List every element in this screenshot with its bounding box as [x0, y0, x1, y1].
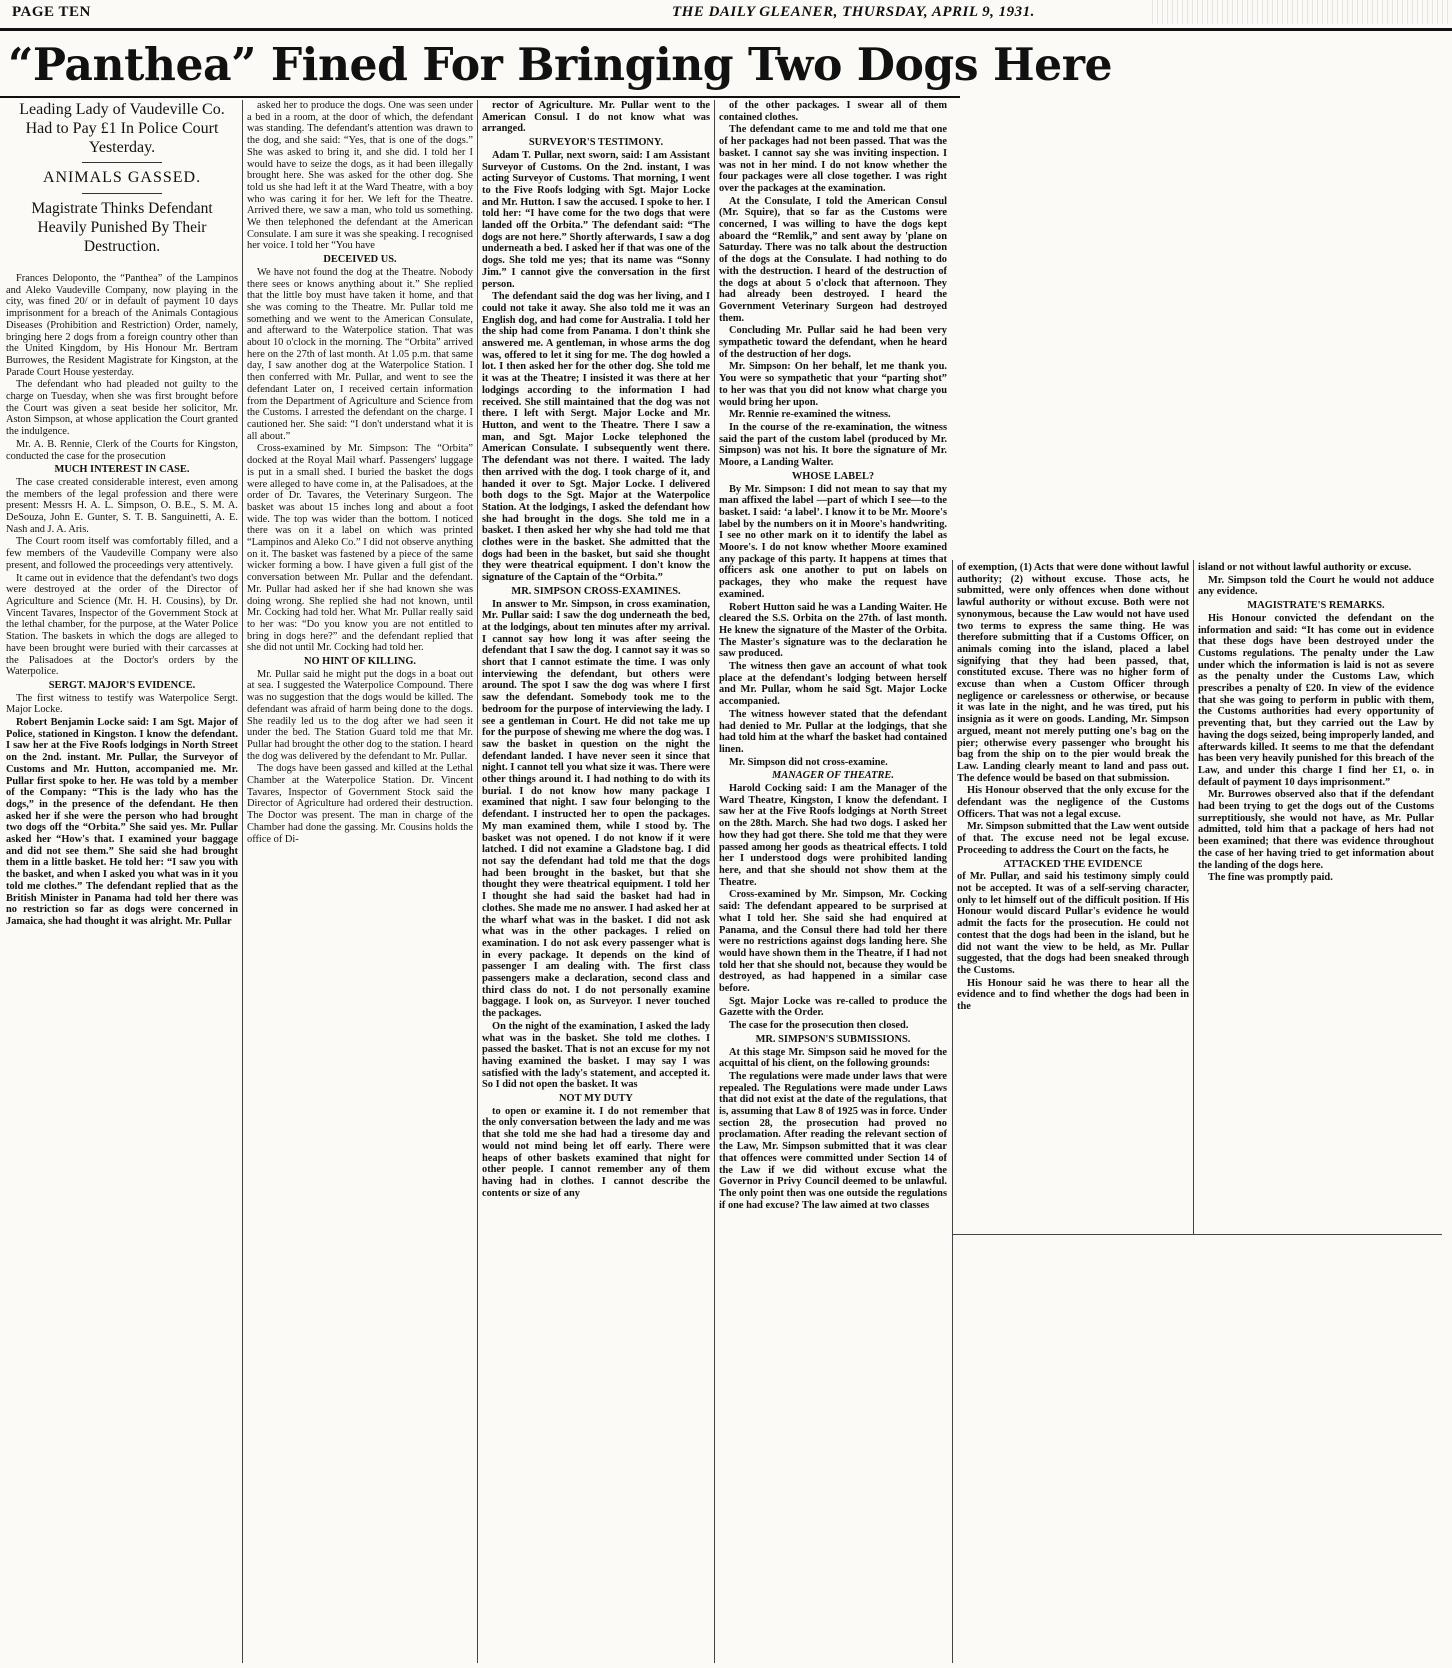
paragraph: of exemption, (1) Acts that were done without lawful authority; (2) without excuse. Those acts, he submitted, were only offences when done without lawful authority or without excuse. Both were not synonymous, because the Law would not have used two terms to express the same thing. He was therefore submitting that if a Customs Officer, on animals coming into the island, placed a label signifying that they had been passed, that, constituted excuse. There was no higher form of excuse than when a Custom Officer through negligence or carelessness or otherwise, or because it was late in the night, and he was tired, put his insignia as it were on goods. Landing, Mr. Simpson argued, meant not merely putting one's bag on the pier; otherwise every passenger who brought his bag from the ship on to the pier would break the Law. Landing clearly meant to land and pass out. The defence would be based on that submission. — [957, 562, 1189, 784]
paragraph: The dogs have been gassed and killed at the Lethal Chamber at the Waterpolice Station. Dr. Vincent Tavares, Inspector of Government Stock said the Director of Agriculture had ordered their destruction. The Doctor was present. The man in charge of the Chamber had done the gassing. Mr. Cousins holds the office of Di- — [247, 763, 473, 845]
article-end-rule — [952, 1234, 1442, 1235]
page-number: PAGE TEN — [12, 4, 91, 20]
paragraph: The case for the prosecution then closed. — [729, 1020, 909, 1032]
print-speckle — [1152, 0, 1452, 24]
subhead: WHOSE LABEL? — [791, 470, 875, 482]
deck-divider — [82, 193, 162, 194]
paragraph: His Honour observed that the only excuse for the defendant was the negligence of the Customs Officers. That was not a legal excuse. — [957, 785, 1189, 820]
paragraph: On the night of the examination, I asked the lady what was in the basket. She told me clothes. I passed the basket. That is not an excuse for my not having examined the basket. I may say I was satisfied with the lady's statement, and accepted it. So I did not open the basket. It was — [482, 1020, 710, 1091]
paragraph: The witness however stated that the defendant had denied to Mr. Pullar at the lodgings, that she had told him at the wharf the basket had contained linen. — [719, 708, 947, 755]
masthead — [0, 0, 1452, 31]
column-6 — [1198, 562, 1434, 1232]
paragraph: Robert Benjamin Locke said: I am Sgt. Major of Police, stationed in Kingston. I know the defendant. I saw her at the Five Roofs lodgings in North Street on the 2nd. instant. Mr. Pullar, the Surveyor of Customs and Mr. Hutton, accompanied me. Mr. Pullar first spoke to her. He was told by a member of the Company: “This is the lady who has the dogs,” in the presence of the defendant. He then asked her if she were the person who had brought two dogs off the “Orbita.” She said yes. Mr. Pullar asked her “How's that. I examined your baggage and did not see them.” She said she had brought them in a little basket. He told her: “I saw you with the basket, and when I asked you what was in it you told me clothes.” The defendant replied that as the British Minister in Panama had told her there was no restriction so far as dogs were concerned in Jamaica, she had thought it was alright. Mr. Pullar — [6, 717, 238, 927]
paragraph: Robert Hutton said he was a Landing Waiter. He cleared the S.S. Orbita on the 27th. of last month. He knew the signature of the Master of the Orbita. The Master's signature was to the declaration he saw produced. — [719, 601, 947, 660]
column-1 — [6, 100, 238, 1663]
paragraph: Concluding Mr. Pullar said he had been very sympathetic toward the defendant, when he heard of the destruction of her dogs. — [719, 325, 947, 360]
subhead: MAGISTRATE'S REMARKS. — [1247, 600, 1385, 612]
paragraph: of the other packages. I swear all of them contained clothes. — [719, 100, 947, 123]
paragraph: In answer to Mr. Simpson, in cross examination, Mr. Pullar said: I saw the dog underneath the bed, at the lodgings, about ten minutes after my arrival. I cannot say how long it was after seeing the defendant that I saw the dog. I cannot say it was so short that I cannot estimate the time. I was only interviewing the defendant, but others were around. The spot I saw the dog was where I first saw the defendant. Somebody took me to the bedroom for the purpose of interviewing the lady. I see a gentleman in Court. He did not take me up for the purpose of shewing me where the dog was. I saw the basket in question on the night the defendant landed. I have never seen it since that night. I cannot tell you what size it was. There were other things around it. I had nothing to do with its burial. I do not know how many package I examined that night. I saw four belonging to the defendant. I instructed her to open the packages. My man examined them, while I stood by. The basket was not opened. I do not know if it were latched. I did not examine a Gladstone bag. I did not say the defendant had told me that the dogs had been brought in the basket, but that she thought they were theatrical equipment. I told her I thought she had said the basket had had in clothes. She made me no answer. I had asked her at the wharf what was in the basket. I did not ask what was in the other packages. I relied on examination. I do not ask every passenger what is in every package. It depends on the kind of passenger I am dealing with. The first class passengers make a declaration, second class and third class do not. I do not personally examine baggage. I look on, as Surveyor. I never touched the packages. — [482, 598, 710, 1020]
paragraph: The regulations were made under laws that were repealed. The Regulations were made under Laws that did not exist at the date of the regulations, that is, assuming that Law 8 of 1925 was in force. Under section 28, the prosecution had proved no proclamation. After reading the relevant section of the Law, Mr. Simpson submitted that it was clear that offences were committed under Section 14 of the Law if we did without excuse what the Governor in Privy Council deemed to be unlawful. The only point then was one outside the regulations if one had excuse? The law aimed at two classes — [719, 1070, 947, 1211]
paragraph: The case created considerable interest, even among the members of the legal profession and there were present: Messrs H. A. L. Simpson, O. B.E., S. M. A. DeSouza, John E. Gunter, S. T. B. Sanguinetti, A. E. Nash and J. A. Aris. — [6, 476, 238, 535]
deck-animals: ANIMALS GASSED. — [42, 169, 202, 186]
column-rule — [477, 100, 478, 1663]
subhead: MANAGER OF THEATRE. — [772, 770, 894, 782]
paragraph: Mr. A. B. Rennie, Clerk of the Courts for Kingston, conducted the case for the prosecution — [6, 438, 238, 462]
subhead: MR. SIMPSON CROSS-EXAMINES. — [511, 585, 681, 597]
subhead: DECEIVED US. — [323, 254, 397, 266]
paragraph: Mr. Rennie re-examined the witness. — [729, 409, 891, 421]
paragraph: Mr. Pullar said he might put the dogs in a boat out at sea. I suggested the Waterpolice Compound. There was no suggestion that the dogs would be killed. The defendant was afraid of harm being done to the dogs. She readily led us to the dog after we had seen it under the bed. The Station Guard told me that Mr. Pullar had brought the other dog to the station. I heard the dog was delivered by the defendant to Mr. Pullar. — [247, 668, 473, 762]
paragraph: By Mr. Simpson: I did not mean to say that my man affixed the label —part of which I see—to the basket. I said: ‘a label’. I know it to be Mr. Moore's label by the numbers on it in Moore's handwriting. I see no other mark on it to identify the label as Moore's. I do not know whether Moore examined any package of this party. It happens at times that officers ask one another to put on labels on packages, they who make the request have examined. — [719, 483, 947, 600]
column-rule — [952, 560, 953, 1663]
paragraph: to open or examine it. I do not remember that the only conversation between the lady and me was that she told me she had had a tiresome day and would not mind being let off early. There were heaps of other baskets examined that night for other people. I cannot remember any of them having had in clothes. I cannot describe the contents or size of any — [482, 1105, 710, 1199]
paragraph: At the Consulate, I told the American Consul (Mr. Squire), that so far as the Customs were concerned, I was willing to have the dogs kept aboard the “Remlik,” and sent away by 'plane on Saturday. There was no talk about the destruction of the dogs at the Consulate. I had nothing to do with the destruction. I heard of the destruction of the dogs at about 5 o'clock that afternoon. They had already been destroyed. I heard the Government Veterinary Surgeon had destroyed them. — [719, 195, 947, 324]
paragraph: The defendant said the dog was her living, and I could not take it away. She also told me it was an English dog, and had come for Australia. I told her the ship had come from Panama. I don't think she answered me. A gentleman, in whose arms the dog was, offered to let it sing for me. The dog howled a lot. I then asked her for the other dog. She told me it was at the Theatre; I insisted it was there at her lodgings according to the information I had received. She still maintained that the dog was not there. I left with Sergt. Major Locke and Mr. Hutton, and went to the Theatre. There I saw a man, and Sgt. Major Locke telephoned the American Consulate. I subsequently went there. The defendant was not there. I waited. The lady then arrived with the dog. I took charge of it, and handed it over to Sgt. Major Locke. I delivered both dogs to the Sgt. Major at the Waterpolice Station. At the lodgings, I asked the defendant how she had brought in the dogs. She told me in a basket. I then asked her why she had told me that clothes were in the basket. She admitted that the dogs had been in the basket, but said she thought they were theatrical equipment. I don't know the signature of the Captain of the “Orbita.” — [482, 291, 710, 584]
paragraph: The defendant who had pleaded not guilty to the charge on Tuesday, when she was first brought before the Court was given a seat beside her solicitor, Mr. Aston Simpson, at whose application the Court granted the indulgence. — [6, 379, 238, 438]
paragraph: Frances Deloponto, the “Panthea” of the Lampinos and Aleko Vaudeville Company, now playing in the city, was fined 20/ or in default of payment 10 days imprisonment for a breach of the Animals Contagious Diseases (Prohibition and Restriction) Order, namely, bringing here 2 dogs from a foreign country other than the United Kingdom, by His Honour Mr. Bertram Burrowes, the Resident Magistrate for Kingston, at the Parade Court House yesterday. — [6, 273, 238, 378]
headline: “Panthea” Fined For Bringing Two Dogs Here — [8, 38, 1113, 91]
deck-divider — [82, 162, 162, 163]
paragraph: Mr. Burrowes observed also that if the defendant had been trying to get the dogs out of the Customs surreptitiously, she would not have, as Mr. Pullar admitted, told him that a package of hers had not been examined; that there was evidence throughout the case of her having tried to get information about the landing of the dogs here. — [1198, 789, 1434, 871]
deck-magistrate: Magistrate Thinks Defendant Heavily Punished By Their Destruction. — [31, 200, 213, 255]
paragraph: The defendant came to me and told me that one of her packages had not been passed. That was the basket. I cannot say she was inviting inspection. I was not in her mind. I do not know whether the four packages were all close together. I was right over the packages at the examination. — [719, 124, 947, 194]
paragraph: Sgt. Major Locke was re-called to produce the Gazette with the Order. — [719, 995, 947, 1019]
paragraph: rector of Agriculture. Mr. Pullar went to the American Consul. I do not know what was arranged. — [482, 100, 710, 135]
column-4 — [719, 100, 947, 1663]
subhead: SERGT. MAJOR'S EVIDENCE. — [48, 679, 196, 691]
column-rule — [1193, 560, 1194, 1234]
paragraph: of Mr. Pullar, and said his testimony simply could not be accepted. It was of a self-serving character, only to let himself out of the difficult position. If His Honour would discard Pullar's evidence he would admit the facts for the prosecution. He could not contest that the dogs had been in the island, but he did not want the view to be held, as Mr. Pullar suggested, that the dogs had been sneaked through the Customs. — [957, 871, 1189, 976]
paragraph: asked her to produce the dogs. One was seen under a bed in a room, at the door of which, the defendant was standing. The defendant's attention was drawn to the dog, and she said: “Yes, that is one of the dogs.” She was asked to bring it, and she did. I told her I would have to seize the dogs, as it had been illegally brought here. She was asked for the other dog. She told us she had left it at the Ward Theatre, with a boy who was caring it for her. We left for the Theatre. Arrived there, we saw a man, who told us something. We then telephoned the defendant at the American Consulate. I am sure it was she speaking. I recognised her voice. I told her “You have — [247, 100, 473, 252]
subhead: MUCH INTEREST IN CASE. — [54, 464, 190, 476]
paragraph: The witness then gave an account of what took place at the defendant's lodging between herself and Mr. Pullar, whom he said Sgt. Major Locke accompanied. — [719, 661, 947, 708]
column-2 — [247, 100, 473, 1663]
headline-rule — [0, 96, 960, 98]
paragraph: Adam T. Pullar, next sworn, said: I am Assistant Surveyor of Customs. On the 2nd. instant, I was acting Surveyor of Customs. That morning, I went to the Five Roofs lodging with Sgt. Major Locke and Mr. Hutton. I saw the accused. I spoke to her. I told her: “I have come for the two dogs that were landed off the Orbita.” The defendant said: “The dogs are not here.” Shortly afterwards, I saw a dog underneath a bed. I asked her if that was one of the dogs. She told me yes; that its name was “Sonny Jim.” I cannot give the conversation in the first person. — [482, 149, 710, 290]
deck-lead: Leading Lady of Vaudeville Co. Had to Pay £1 In Police Court Yesterday. — [19, 101, 225, 156]
paragraph: It came out in evidence that the defendant's two dogs were destroyed at the order of the Director of Agriculture and Science (Mr. H. H. Cousins), by Dr. Vincent Tavares, Inspector of the Government Stock at the lethal chamber, for the purpose, at the Water Police Station. The baskets in which the dogs are alleged to have been brought were buried with their carcasses at the Palisadoes at the Doctor's orders by the Waterpolice. — [6, 572, 238, 678]
paragraph: The Court room itself was comfortably filled, and a few members of the Vaudeville Company were also present, and followed the proceedings very attentively. — [6, 536, 238, 571]
subhead: NO HINT OF KILLING. — [303, 656, 416, 668]
paragraph: island or not without lawful authority or excuse. — [1198, 562, 1412, 573]
subhead: MR. SIMPSON'S SUBMISSIONS. — [755, 1033, 911, 1045]
paragraph: Mr. Simpson: On her behalf, let me thank you. You were so sympathetic that your “parting shot” to her was that you did not know what charge you would bring her upon. — [719, 361, 947, 408]
paragraph: His Honour said he was there to hear all the evidence and to find whether the dogs had been in the — [957, 977, 1189, 1013]
paragraph: The fine was promptly paid. — [1208, 872, 1333, 884]
paragraph: In the course of the re-examination, the witness said the part of the custom label (produced by Mr. Simpson) was not his. It bore the signature of Mr. Moore, a Landing Walter. — [719, 421, 947, 469]
paragraph: His Honour convicted the defendant on the information and said: “It has come out in evidence that these dogs have been destroyed under the Customs regulations. The penalty under the Law under which the information is laid is not as severe as the penalty under the Customs Law, which prescribes a penalty of £20. In view of the evidence that she was going to perform in public with them, the Customs authorities had every opportunity of preventing that, but they carried out the Law by having the dogs seized, being improperly landed, and afterwards killed. It seems to me that the defendant has been very heavily punished for this breach of the Law, and under this charge I find her £1, o. in default of payment 10 days imprisonment.” — [1198, 612, 1434, 788]
column-rule — [714, 100, 715, 1663]
paragraph: The first witness to testify was Waterpolice Sergt. Major Locke. — [6, 692, 238, 716]
paragraph: We have not found the dog at the Theatre. Nobody there sees or knows anything about it.” She replied that the little boy must have taken it home, and that she was coming to the Theatre. Mr. Pullar told me something and we went to the American Consulate, and afterward to the Waterpolice station. That was about 10 o'clock in the morning. The “Orbita” arrived here on the 27th of last month. At 1.05 p.m. that same day, I saw another dog at the Waterpolice Station. I then conferred with Mr. Pullar, and went to see the defendant Later on, I received certain information from the Department of Agriculture and Science from the Customs. I arrested the defendant on the charge. I cautioned her. She said: “I don't understand what it is all about.” — [247, 266, 473, 442]
subhead: ATTACKED THE EVIDENCE — [1003, 858, 1143, 870]
paragraph: Harold Cocking said: I am the Manager of the Ward Theatre, Kingston, I know the defendant. I saw her at the Five Roofs lodgings at North Street on the 28th. March. She had two dogs. I asked her how they had got there. She told me that they were passed among her goods as theatrical effects. I told her I understood dogs were prohibited landing here, and that she should not show them at the Theatre. — [719, 783, 947, 888]
subhead: SURVEYOR'S TESTIMONY. — [528, 137, 664, 149]
column-3 — [482, 100, 710, 1663]
dateline: THE DAILY GLEANER, THURSDAY, APRIL 9, 1931. — [672, 4, 1035, 20]
paragraph: Cross-examined by Mr. Simpson, Mr. Cocking said: The defendant appeared to be surprised at what I told her. She said she had enquired at Panama, and the Consul there had told her there were no restrictions against dogs landing here. She would have shown them in the Theatre, if I had not told her that she should not, because they would be destroyed, as had happened in a similar case before. — [719, 889, 947, 995]
paragraph: Mr. Simpson submitted that the Law went outside of that. The excuse need not be legal excuse. Proceeding to address the Court on the facts, he — [957, 821, 1189, 856]
column-5 — [957, 562, 1189, 1232]
col1-body — [6, 273, 238, 928]
paragraph: Cross-examined by Mr. Simpson: The “Orbita” docked at the Royal Mail wharf. Passengers' luggage is put in a small shed. I buried the basket the dogs were alleged to have come in, at the Palisadoes, at the order of Dr. Tavares, the Veterinary Surgeon. The basket was about 15 inches long and about a foot wide. The top was wider than the bottom. I noticed there was on it a label on which was printed “Lampinos and Aleko Co.” I did not observe anything on it. The basket was fastened by a piece of the same wicker forming a bow. I have given a full gist of the conversation between Mr. Pullar and the defendant. Mr. Pullar had asked her if she had known she was doing wrong. She replied she had not known, until Mr. Cocking had told her. What Mr. Pullar really said to her was: “Do you know you are not entitled to bring in dogs here?” and the defendant replied that she did not until Mr. Cocking had told her. — [247, 443, 473, 654]
paragraph: At this stage Mr. Simpson said he moved for the acquittal of his client, on the following grounds: — [719, 1046, 947, 1070]
column-rule — [242, 100, 243, 1663]
subhead: NOT MY DUTY — [559, 1093, 633, 1105]
paragraph: Mr. Simpson did not cross-examine. — [729, 756, 888, 768]
paragraph: Mr. Simpson told the Court he would not adduce any evidence. — [1198, 574, 1434, 598]
